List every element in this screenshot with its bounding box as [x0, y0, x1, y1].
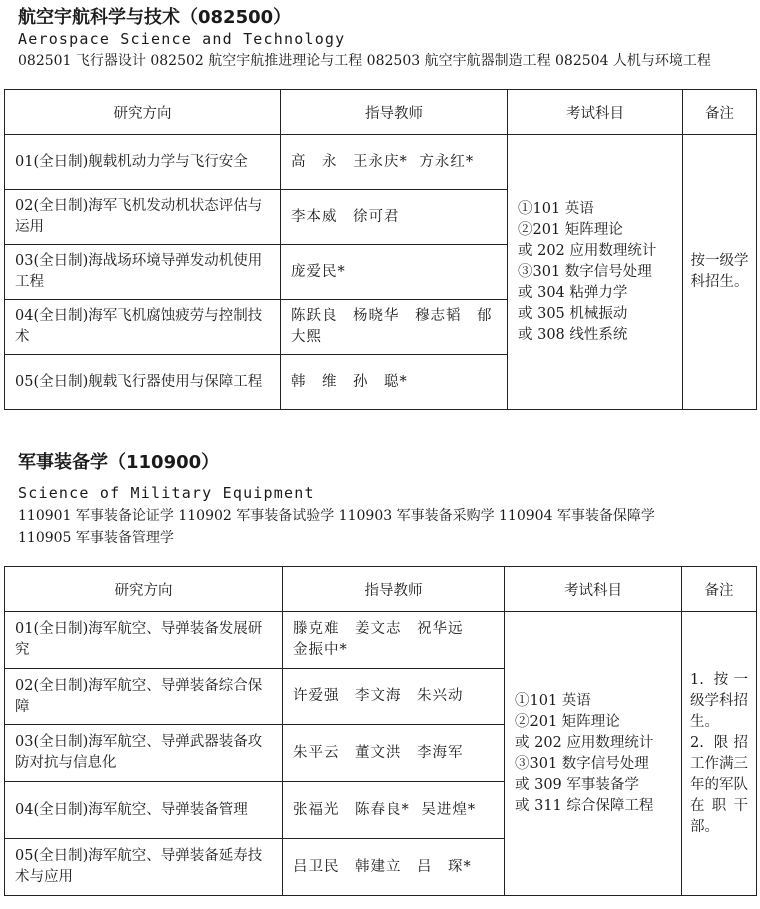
research-direction: 03(全日制)海军航空、导弹武器装备攻防对抗与信息化 [5, 725, 283, 782]
exam-line: 或 202 应用数理统计 [515, 734, 654, 751]
exam-line: 或 308 线性系统 [518, 326, 628, 343]
program-table [4, 566, 757, 896]
header-note: 备注 [682, 567, 757, 612]
subdiscipline-line: 110901 军事装备论证学 110902 军事装备试验学 110903 军事装备采购学 110904 军事装备保障学 [18, 508, 655, 524]
header-exam: 考试科目 [505, 567, 682, 612]
exam-line: 或 304 粘弹力学 [518, 284, 628, 301]
exam-line: 或 311 综合保障工程 [515, 797, 654, 814]
table-row [5, 135, 757, 190]
remark-line: 2. 限招工作满三年的军队在职干部。 [690, 734, 748, 835]
research-direction: 03(全日制)海战场环境导弹发动机使用工程 [5, 245, 281, 300]
header-advisor: 指导教师 [283, 567, 505, 612]
table-row [5, 612, 757, 669]
advisor-list: 滕克难 姜文志 祝华远 金振中* [283, 612, 505, 669]
advisor-list: 张福光 陈春良* 吴进煌* [283, 782, 505, 839]
research-direction: 01(全日制)海军航空、导弹装备发展研究 [5, 612, 283, 669]
exam-subjects [505, 612, 682, 896]
remark-line: 1. 按一级学科招生。 [690, 671, 748, 730]
section-subdisciplines: 082501 飞行器设计 082502 航空宇航推进理论与工程 082503 航空宇航器制造工程 082504 人机与环境工程 [18, 53, 711, 69]
exam-line: 或 305 机械振动 [518, 305, 628, 322]
header-direction: 研究方向 [5, 90, 281, 135]
exam-line: ③301 数字信号处理 [518, 263, 652, 280]
advisor-list: 韩 维 孙 聪* [281, 355, 508, 410]
advisor-list: 陈跃良 杨晓华 穆志韬 郁大熙 [281, 300, 508, 355]
section-english-title: Science of Military Equipment [18, 484, 315, 502]
exam-line: 或 309 军事装备学 [515, 776, 639, 793]
header-direction: 研究方向 [5, 567, 283, 612]
research-direction: 05(全日制)舰载飞行器使用与保障工程 [5, 355, 281, 410]
research-direction: 05(全日制)海军航空、导弹装备延寿技术与应用 [5, 839, 283, 896]
advisor-list: 高 永 王永庆* 方永红* [281, 135, 508, 190]
section-title: 军事装备学（110900） [18, 452, 220, 473]
research-direction: 04(全日制)海军航空、导弹装备管理 [5, 782, 283, 839]
program-table [4, 89, 757, 410]
advisor-list: 吕卫民 韩建立 吕 琛* [283, 839, 505, 896]
remarks: 按一级学科招生。 [683, 135, 757, 410]
exam-line: ③301 数字信号处理 [515, 755, 649, 772]
exam-line: ②201 矩阵理论 [518, 221, 623, 238]
exam-subjects [508, 135, 683, 410]
research-direction: 01(全日制)舰载机动力学与飞行安全 [5, 135, 281, 190]
research-direction: 02(全日制)海军航空、导弹装备综合保障 [5, 669, 283, 725]
advisor-list: 庞爱民* [281, 245, 508, 300]
header-note: 备注 [683, 90, 757, 135]
exam-line: 或 202 应用数理统计 [518, 242, 657, 259]
section-english-title: Aerospace Science and Technology [18, 30, 346, 48]
exam-line: ②201 矩阵理论 [515, 713, 620, 730]
section-subdisciplines [18, 505, 748, 549]
research-direction: 02(全日制)海军飞机发动机状态评估与运用 [5, 190, 281, 245]
header-advisor: 指导教师 [281, 90, 508, 135]
advisor-list: 许爱强 李文海 朱兴动 [283, 669, 505, 725]
research-direction: 04(全日制)海军飞机腐蚀疲劳与控制技术 [5, 300, 281, 355]
subdiscipline-line: 110905 军事装备管理学 [18, 530, 174, 546]
remarks [682, 612, 757, 896]
header-exam: 考试科目 [508, 90, 683, 135]
advisor-list: 李本威 徐可君 [281, 190, 508, 245]
exam-line: ①101 英语 [518, 200, 594, 217]
section-title: 航空宇航科学与技术（082500） [18, 7, 292, 28]
exam-line: ①101 英语 [515, 692, 591, 709]
advisor-list: 朱平云 董文洪 李海军 [283, 725, 505, 782]
